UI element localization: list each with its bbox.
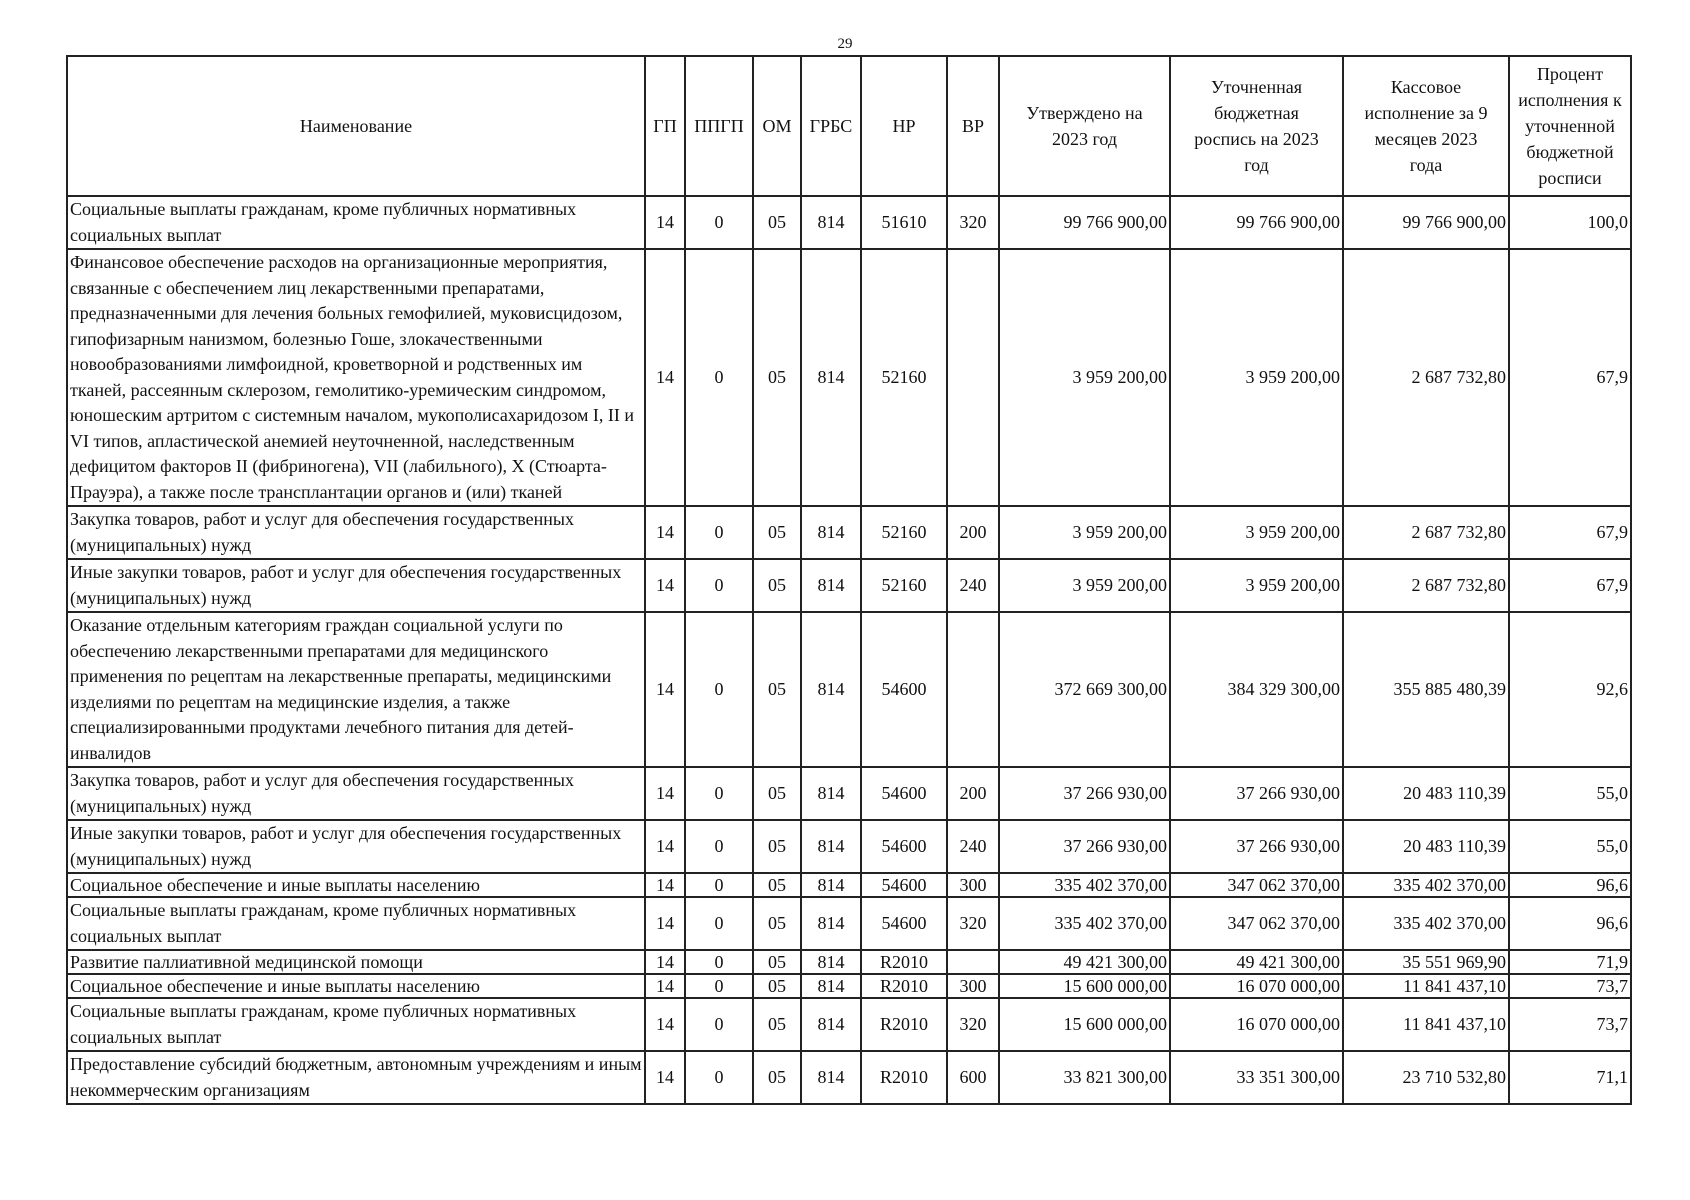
row-percent-cell: 71,9 [1509,950,1631,974]
row-grbs-cell: 814 [801,950,861,974]
row-nr-cell: R2010 [861,950,947,974]
row-vr-cell: 240 [947,559,999,612]
row-vr-cell [947,612,999,767]
table-row [67,820,1631,873]
row-ppgp-cell: 0 [685,196,753,249]
row-refined-cell: 37 266 930,00 [1170,820,1343,873]
row-gp-cell: 14 [645,897,685,950]
row-approved-cell: 3 959 200,00 [999,559,1170,612]
row-percent-cell: 67,9 [1509,559,1631,612]
table-row [67,873,1631,897]
row-name-cell: Закупка товаров, работ и услуг для обеспечения государственных (муниципальных) нужд [67,767,645,820]
row-grbs-cell: 814 [801,506,861,559]
row-nr-cell: R2010 [861,1051,947,1104]
row-gp-cell: 14 [645,767,685,820]
column-header-percent: Процент исполнения к уточненной бюджетной росписи [1509,56,1631,196]
row-percent-cell: 55,0 [1509,767,1631,820]
table-row [67,998,1631,1051]
table-body [67,196,1631,1104]
row-percent-cell: 55,0 [1509,820,1631,873]
column-header-nr: НР [861,56,947,196]
row-refined-cell: 49 421 300,00 [1170,950,1343,974]
row-name-cell: Социальное обеспечение и иные выплаты населению [67,974,645,998]
row-cash-cell: 335 402 370,00 [1343,897,1509,950]
row-name-cell: Социальные выплаты гражданам, кроме публичных нормативных социальных выплат [67,196,645,249]
row-vr-cell: 320 [947,196,999,249]
row-vr-cell: 240 [947,820,999,873]
row-cash-cell: 355 885 480,39 [1343,612,1509,767]
row-grbs-cell: 814 [801,196,861,249]
row-cash-cell: 2 687 732,80 [1343,559,1509,612]
table-row [67,974,1631,998]
row-approved-cell: 3 959 200,00 [999,506,1170,559]
row-grbs-cell: 814 [801,820,861,873]
row-ppgp-cell: 0 [685,612,753,767]
row-refined-cell: 99 766 900,00 [1170,196,1343,249]
row-name-cell: Финансовое обеспечение расходов на организационные мероприятия, связанные с обеспечением лиц лекарственными препаратами, предназначенными для лечения больных гемофилией, муковисцидозом, гипофизарным нанизмом, болезнью Гоше, злокачественными новообразованиями лимфоидной, кроветворной и родственных им тканей, рассеянным склерозом, гемолитико-уремическим синдромом, юношеским артритом с системным началом, мукополисахаридозом I, II и VI типов, апластической анемией неуточненной, наследственным дефицитом факторов II (фибриногена), VII (лабильного), X (Стюарта-Прауэра), а также после трансплантации органов и (или) тканей [67,249,645,506]
row-refined-cell: 3 959 200,00 [1170,506,1343,559]
row-grbs-cell: 814 [801,873,861,897]
row-percent-cell: 100,0 [1509,196,1631,249]
row-ppgp-cell: 0 [685,559,753,612]
row-refined-cell: 347 062 370,00 [1170,897,1343,950]
row-nr-cell: 54600 [861,767,947,820]
row-approved-cell: 15 600 000,00 [999,998,1170,1051]
row-cash-cell: 335 402 370,00 [1343,873,1509,897]
row-om-cell: 05 [753,998,801,1051]
row-vr-cell: 300 [947,974,999,998]
row-name-cell: Закупка товаров, работ и услуг для обеспечения государственных (муниципальных) нужд [67,506,645,559]
row-name-cell: Развитие паллиативной медицинской помощи [67,950,645,974]
row-vr-cell [947,249,999,506]
row-name-cell: Иные закупки товаров, работ и услуг для обеспечения государственных (муниципальных) нужд [67,559,645,612]
row-percent-cell: 96,6 [1509,897,1631,950]
row-om-cell: 05 [753,559,801,612]
row-percent-cell: 73,7 [1509,998,1631,1051]
row-approved-cell: 33 821 300,00 [999,1051,1170,1104]
row-gp-cell: 14 [645,998,685,1051]
budget-execution-table [66,55,1632,1105]
row-approved-cell: 49 421 300,00 [999,950,1170,974]
table-row [67,950,1631,974]
column-header-cash: Кассовое исполнение за 9 месяцев 2023 года [1343,56,1509,196]
row-ppgp-cell: 0 [685,506,753,559]
row-gp-cell: 14 [645,196,685,249]
row-om-cell: 05 [753,1051,801,1104]
row-ppgp-cell: 0 [685,873,753,897]
row-approved-cell: 37 266 930,00 [999,767,1170,820]
row-cash-cell: 35 551 969,90 [1343,950,1509,974]
row-vr-cell: 600 [947,1051,999,1104]
row-nr-cell: 51610 [861,196,947,249]
row-gp-cell: 14 [645,950,685,974]
row-refined-cell: 16 070 000,00 [1170,974,1343,998]
row-ppgp-cell: 0 [685,897,753,950]
row-nr-cell: 54600 [861,612,947,767]
row-refined-cell: 3 959 200,00 [1170,559,1343,612]
row-ppgp-cell: 0 [685,974,753,998]
row-gp-cell: 14 [645,506,685,559]
table-row [67,196,1631,249]
row-approved-cell: 335 402 370,00 [999,897,1170,950]
row-om-cell: 05 [753,196,801,249]
row-approved-cell: 372 669 300,00 [999,612,1170,767]
row-name-cell: Предоставление субсидий бюджетным, автономным учреждениям и иным некоммерческим организациям [67,1051,645,1104]
row-ppgp-cell: 0 [685,767,753,820]
row-grbs-cell: 814 [801,767,861,820]
row-nr-cell: R2010 [861,998,947,1051]
row-om-cell: 05 [753,820,801,873]
table-row [67,559,1631,612]
row-percent-cell: 67,9 [1509,506,1631,559]
page-number: 29 [837,36,853,52]
column-header-gp: ГП [645,56,685,196]
table-row [67,612,1631,767]
row-nr-cell: 54600 [861,820,947,873]
row-name-cell: Социальное обеспечение и иные выплаты населению [67,873,645,897]
row-gp-cell: 14 [645,1051,685,1104]
row-gp-cell: 14 [645,249,685,506]
row-cash-cell: 23 710 532,80 [1343,1051,1509,1104]
row-approved-cell: 3 959 200,00 [999,249,1170,506]
row-nr-cell: 52160 [861,559,947,612]
row-refined-cell: 16 070 000,00 [1170,998,1343,1051]
row-percent-cell: 71,1 [1509,1051,1631,1104]
row-gp-cell: 14 [645,612,685,767]
row-grbs-cell: 814 [801,998,861,1051]
row-ppgp-cell: 0 [685,820,753,873]
row-approved-cell: 15 600 000,00 [999,974,1170,998]
row-nr-cell: R2010 [861,974,947,998]
table-header-row [67,56,1631,196]
row-approved-cell: 335 402 370,00 [999,873,1170,897]
row-vr-cell: 320 [947,897,999,950]
row-refined-cell: 37 266 930,00 [1170,767,1343,820]
row-ppgp-cell: 0 [685,1051,753,1104]
row-vr-cell: 300 [947,873,999,897]
row-vr-cell [947,950,999,974]
row-name-cell: Социальные выплаты гражданам, кроме публичных нормативных социальных выплат [67,897,645,950]
column-header-vr: ВР [947,56,999,196]
row-nr-cell: 54600 [861,873,947,897]
row-vr-cell: 200 [947,506,999,559]
row-nr-cell: 54600 [861,897,947,950]
row-vr-cell: 200 [947,767,999,820]
row-nr-cell: 52160 [861,506,947,559]
row-cash-cell: 2 687 732,80 [1343,506,1509,559]
column-header-name: Наименование [67,56,645,196]
row-grbs-cell: 814 [801,974,861,998]
column-header-grbs: ГРБС [801,56,861,196]
row-ppgp-cell: 0 [685,249,753,506]
row-gp-cell: 14 [645,820,685,873]
row-grbs-cell: 814 [801,249,861,506]
row-percent-cell: 92,6 [1509,612,1631,767]
row-om-cell: 05 [753,249,801,506]
row-percent-cell: 67,9 [1509,249,1631,506]
row-grbs-cell: 814 [801,559,861,612]
table-row [67,897,1631,950]
row-grbs-cell: 814 [801,612,861,767]
column-header-ppgp: ППГП [685,56,753,196]
row-vr-cell: 320 [947,998,999,1051]
row-refined-cell: 3 959 200,00 [1170,249,1343,506]
row-refined-cell: 347 062 370,00 [1170,873,1343,897]
row-name-cell: Социальные выплаты гражданам, кроме публичных нормативных социальных выплат [67,998,645,1051]
row-cash-cell: 99 766 900,00 [1343,196,1509,249]
column-header-refined: Уточненная бюджетная роспись на 2023 год [1170,56,1343,196]
row-om-cell: 05 [753,767,801,820]
row-om-cell: 05 [753,612,801,767]
row-refined-cell: 33 351 300,00 [1170,1051,1343,1104]
row-percent-cell: 96,6 [1509,873,1631,897]
row-om-cell: 05 [753,506,801,559]
table-row [67,506,1631,559]
row-nr-cell: 52160 [861,249,947,506]
row-refined-cell: 384 329 300,00 [1170,612,1343,767]
row-grbs-cell: 814 [801,897,861,950]
row-ppgp-cell: 0 [685,950,753,974]
row-grbs-cell: 814 [801,1051,861,1104]
row-approved-cell: 99 766 900,00 [999,196,1170,249]
row-cash-cell: 2 687 732,80 [1343,249,1509,506]
row-cash-cell: 20 483 110,39 [1343,820,1509,873]
table-row [67,1051,1631,1104]
row-cash-cell: 11 841 437,10 [1343,998,1509,1051]
table-row [67,249,1631,506]
row-approved-cell: 37 266 930,00 [999,820,1170,873]
row-gp-cell: 14 [645,873,685,897]
row-cash-cell: 11 841 437,10 [1343,974,1509,998]
column-header-om: ОМ [753,56,801,196]
row-gp-cell: 14 [645,559,685,612]
row-om-cell: 05 [753,873,801,897]
row-ppgp-cell: 0 [685,998,753,1051]
row-name-cell: Иные закупки товаров, работ и услуг для обеспечения государственных (муниципальных) нужд [67,820,645,873]
row-om-cell: 05 [753,974,801,998]
row-percent-cell: 73,7 [1509,974,1631,998]
row-name-cell: Оказание отдельным категориям граждан социальной услуги по обеспечению лекарственными препаратами для медицинского применения по рецептам на лекарственные препараты, медицинскими изделиями по рецептам на медицинские изделия, а также специализированными продуктами лечебного питания для детей-инвалидов [67,612,645,767]
row-om-cell: 05 [753,950,801,974]
row-cash-cell: 20 483 110,39 [1343,767,1509,820]
table-row [67,767,1631,820]
row-gp-cell: 14 [645,974,685,998]
column-header-approved: Утверждено на 2023 год [999,56,1170,196]
row-om-cell: 05 [753,897,801,950]
